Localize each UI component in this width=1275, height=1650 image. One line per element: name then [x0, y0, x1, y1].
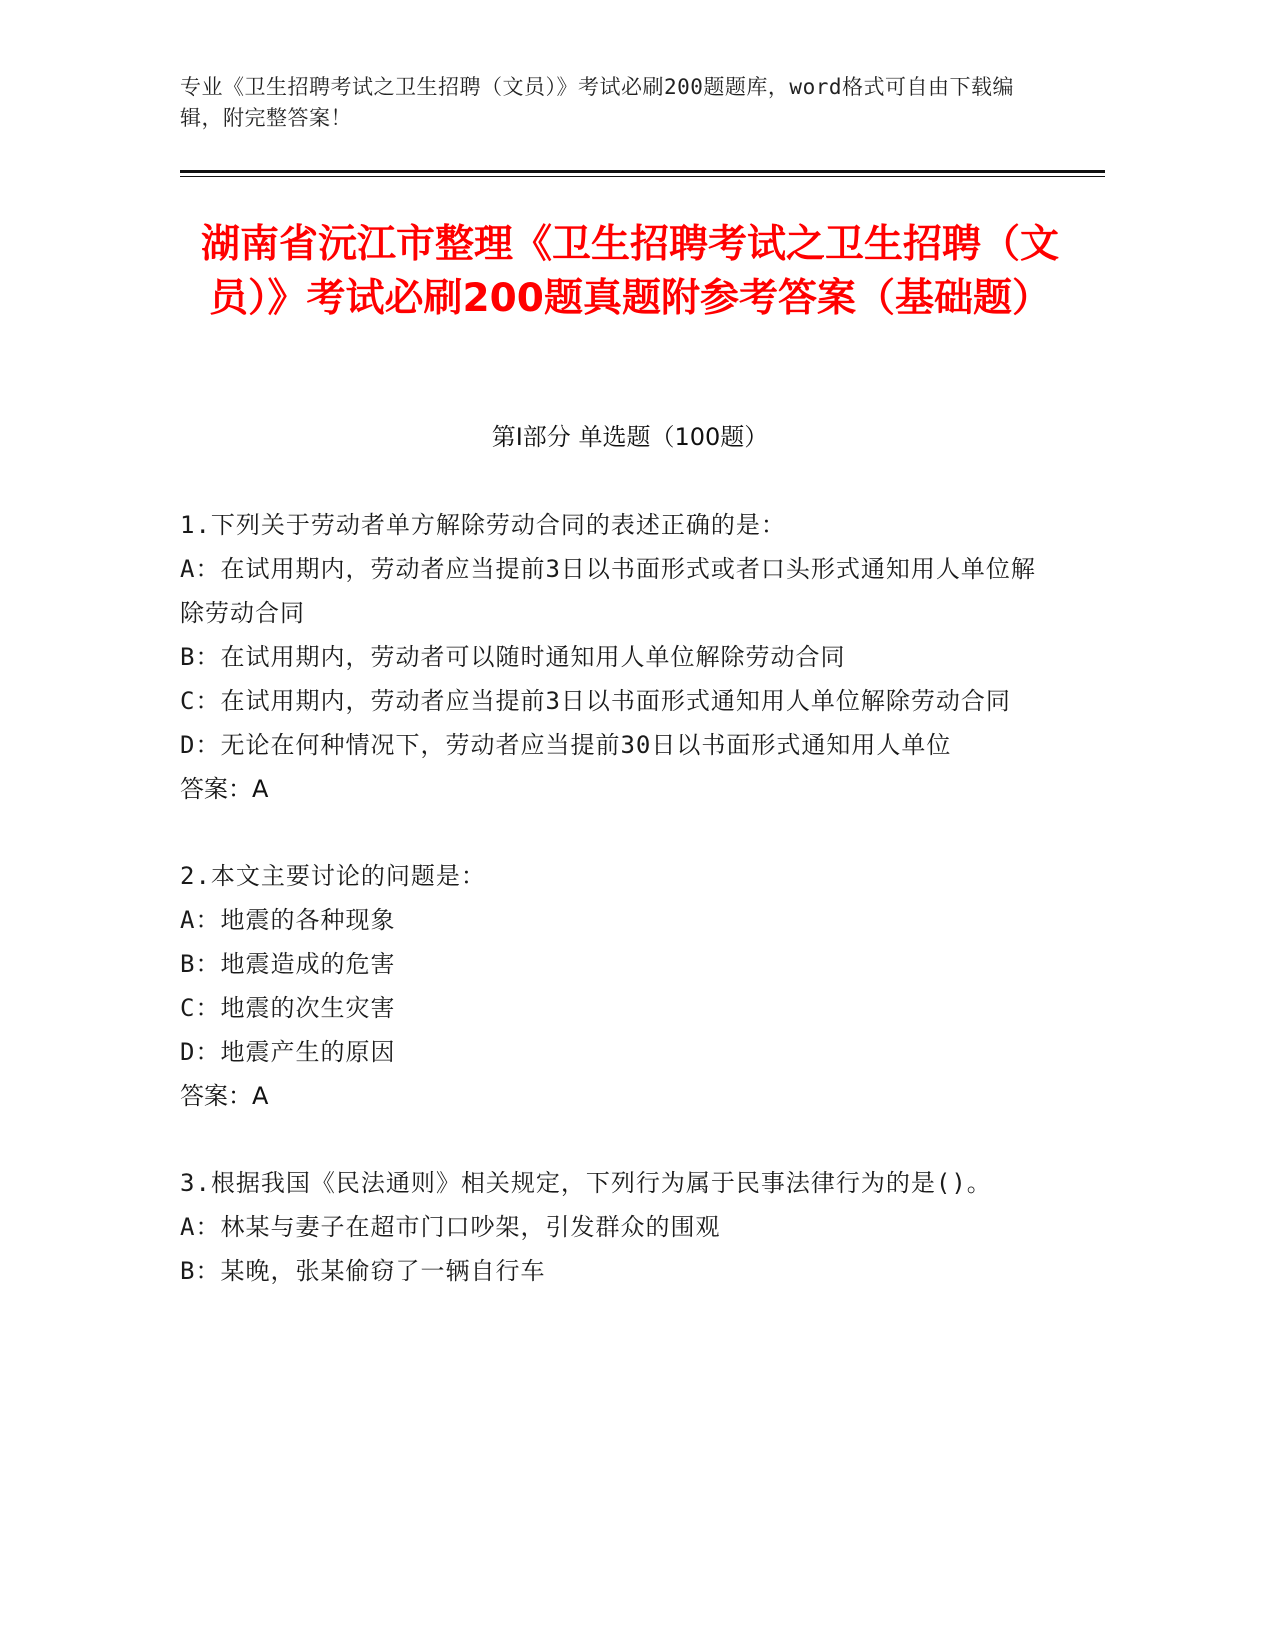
- option-b: B：在试用期内，劳动者可以随时通知用人单位解除劳动合同: [180, 643, 846, 671]
- question-list: [180, 503, 1040, 1336]
- question-stem: 2.本文主要讨论的问题是：: [180, 862, 486, 890]
- option-b: B：地震造成的危害: [180, 950, 396, 978]
- question-3: [180, 1161, 1040, 1293]
- question-2: [180, 854, 1040, 1118]
- option-c: C：地震的次生灾害: [180, 994, 396, 1022]
- option-b: B：某晚，张某偷窃了一辆自行车: [180, 1257, 546, 1285]
- header-divider-thick: [180, 170, 1105, 173]
- option-d: D：地震产生的原因: [180, 1038, 396, 1066]
- section-title: 第I部分 单选题（100题）: [491, 423, 769, 451]
- header-note: 专业《卫生招聘考试之卫生招聘（文员）》考试必刷200题题库，word格式可自由下载编辑，附完整答案！: [180, 75, 1014, 130]
- option-a: A：林某与妻子在超市门口吵架，引发群众的围观: [180, 1213, 721, 1241]
- option-d: D：无论在何种情况下，劳动者应当提前30日以书面形式通知用人单位: [180, 731, 952, 759]
- header-divider-thin: [180, 176, 1105, 177]
- question-stem: 1.下列关于劳动者单方解除劳动合同的表述正确的是：: [180, 511, 786, 539]
- answer: 答案：A: [180, 775, 269, 803]
- question-stem: 3.根据我国《民法通则》相关规定，下列行为属于民事法律行为的是()。: [180, 1169, 992, 1197]
- option-a: A：地震的各种现象: [180, 906, 396, 934]
- option-a: A：在试用期内，劳动者应当提前3日以书面形式或者口头形式通知用人单位解除劳动合同: [180, 555, 1036, 627]
- answer: 答案：A: [180, 1082, 269, 1110]
- document-title: 湖南省沅江市整理《卫生招聘考试之卫生招聘（文员）》考试必刷200题真题附参考答案（基础题）: [200, 222, 1059, 321]
- question-1: [180, 503, 1040, 811]
- option-c: C：在试用期内，劳动者应当提前3日以书面形式通知用人单位解除劳动合同: [180, 687, 1011, 715]
